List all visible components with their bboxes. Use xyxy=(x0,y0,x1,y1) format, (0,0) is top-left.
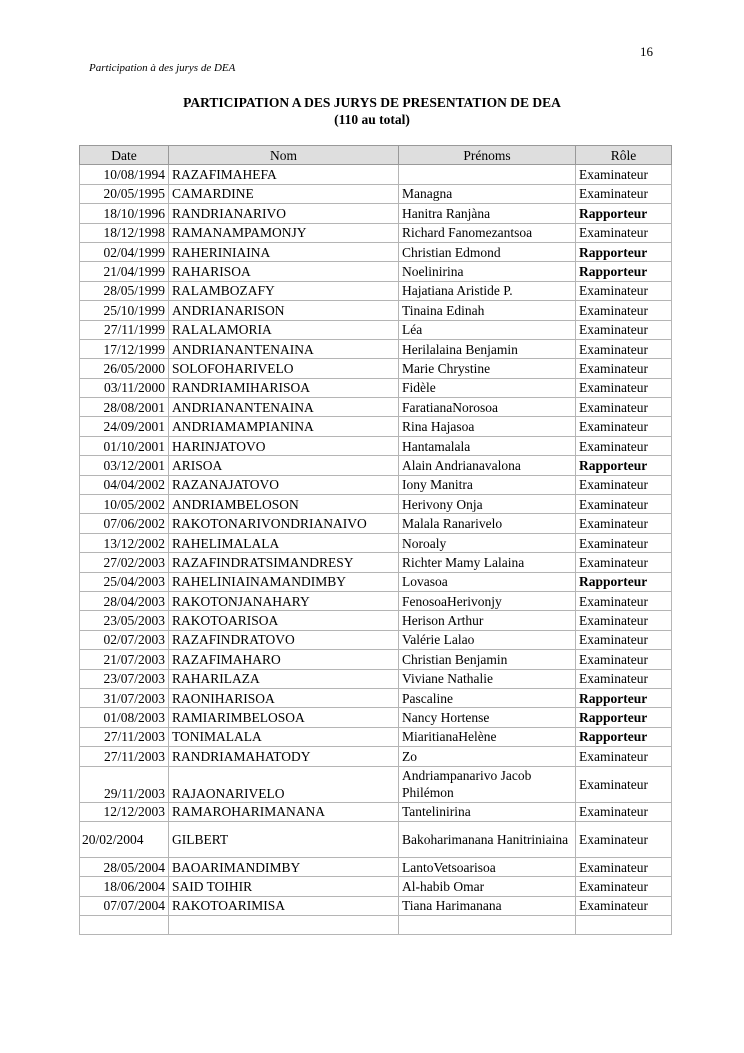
cell-nom: TONIMALALA xyxy=(169,727,399,746)
cell-prenoms: Marie Chrystine xyxy=(399,359,576,378)
cell-date: 10/05/2002 xyxy=(80,495,169,514)
table-header-row xyxy=(80,146,672,165)
table-row xyxy=(80,857,672,876)
cell-prenoms: Christian Benjamin xyxy=(399,650,576,669)
cell-prenoms xyxy=(399,916,576,935)
table-row xyxy=(80,475,672,494)
cell-role: Rapporteur xyxy=(576,727,672,746)
cell-date: 28/05/2004 xyxy=(80,857,169,876)
cell-prenoms: Viviane Nathalie xyxy=(399,669,576,688)
table-row xyxy=(80,896,672,915)
cell-prenoms: Lovasoa xyxy=(399,572,576,591)
cell-role: Examinateur xyxy=(576,223,672,242)
cell-prenoms: Iony Manitra xyxy=(399,475,576,494)
cell-prenoms: Tiana Harimanana xyxy=(399,896,576,915)
table-row xyxy=(80,611,672,630)
header-prenoms: Prénoms xyxy=(399,146,576,165)
cell-nom: HARINJATOVO xyxy=(169,436,399,455)
table-row xyxy=(80,301,672,320)
cell-prenoms: Tantelinirina xyxy=(399,802,576,821)
cell-role: Examinateur xyxy=(576,301,672,320)
cell-nom: RAMIARIMBELOSOA xyxy=(169,708,399,727)
table-row xyxy=(80,572,672,591)
cell-role: Examinateur xyxy=(576,436,672,455)
cell-nom: RAKOTOARISOA xyxy=(169,611,399,630)
cell-nom: RALAMBOZAFY xyxy=(169,281,399,300)
cell-nom: RAZAFIMAHARO xyxy=(169,650,399,669)
cell-nom: ANDRIAMAMPIANINA xyxy=(169,417,399,436)
table-row xyxy=(80,533,672,552)
cell-nom: RAHELINIAINAMANDIMBY xyxy=(169,572,399,591)
subtitle-line: (110 au total) xyxy=(334,112,410,127)
table-row xyxy=(80,650,672,669)
cell-date: 31/07/2003 xyxy=(80,688,169,707)
cell-prenoms: Fidèle xyxy=(399,378,576,397)
table-row xyxy=(80,184,672,203)
cell-prenoms: Hanitra Ranjàna xyxy=(399,204,576,223)
cell-nom: RAZAFIMAHEFA xyxy=(169,165,399,184)
table-row xyxy=(80,916,672,935)
cell-date: 28/04/2003 xyxy=(80,591,169,610)
cell-date: 21/04/1999 xyxy=(80,262,169,281)
cell-date: 07/06/2002 xyxy=(80,514,169,533)
cell-role: Examinateur xyxy=(576,320,672,339)
cell-role: Examinateur xyxy=(576,475,672,494)
cell-date: 28/05/1999 xyxy=(80,281,169,300)
cell-date: 02/04/1999 xyxy=(80,242,169,261)
cell-nom: RAZAFINDRATOVO xyxy=(169,630,399,649)
table-row xyxy=(80,378,672,397)
cell-prenoms: Noelinirina xyxy=(399,262,576,281)
cell-nom: ARISOA xyxy=(169,456,399,475)
jury-table xyxy=(79,145,672,935)
cell-prenoms: Tinaina Edinah xyxy=(399,301,576,320)
cell-prenoms: FaratianaNorosoa xyxy=(399,398,576,417)
cell-nom: BAOARIMANDIMBY xyxy=(169,857,399,876)
cell-prenoms: Bakoharimanana Hanitriniaina xyxy=(399,821,576,857)
cell-prenoms: Herison Arthur xyxy=(399,611,576,630)
header-date: Date xyxy=(80,146,169,165)
table-row xyxy=(80,727,672,746)
cell-prenoms: Léa xyxy=(399,320,576,339)
cell-role: Examinateur xyxy=(576,747,672,766)
table-body xyxy=(80,165,672,935)
cell-role: Examinateur xyxy=(576,165,672,184)
cell-date: 26/05/2000 xyxy=(80,359,169,378)
cell-nom: RALALAMORIA xyxy=(169,320,399,339)
cell-role: Rapporteur xyxy=(576,242,672,261)
cell-role: Examinateur xyxy=(576,630,672,649)
cell-prenoms: Noroaly xyxy=(399,533,576,552)
cell-prenoms: Pascaline xyxy=(399,688,576,707)
cell-nom xyxy=(169,916,399,935)
cell-date: 03/11/2000 xyxy=(80,378,169,397)
table-row xyxy=(80,802,672,821)
cell-date: 18/06/2004 xyxy=(80,877,169,896)
cell-role: Examinateur xyxy=(576,514,672,533)
cell-date: 20/02/2004 xyxy=(80,821,169,857)
cell-nom: RAMANAMPAMONJY xyxy=(169,223,399,242)
cell-nom: RAHARISOA xyxy=(169,262,399,281)
cell-role: Rapporteur xyxy=(576,688,672,707)
table-row xyxy=(80,204,672,223)
cell-date: 25/04/2003 xyxy=(80,572,169,591)
cell-role: Examinateur xyxy=(576,184,672,203)
cell-role: Examinateur xyxy=(576,281,672,300)
cell-nom: ANDRIANARISON xyxy=(169,301,399,320)
cell-nom: RANDRIANARIVO xyxy=(169,204,399,223)
cell-nom: RANDRIAMAHATODY xyxy=(169,747,399,766)
table-row xyxy=(80,514,672,533)
cell-role: Rapporteur xyxy=(576,572,672,591)
cell-role: Examinateur xyxy=(576,857,672,876)
table-row xyxy=(80,436,672,455)
cell-role: Examinateur xyxy=(576,896,672,915)
title-line: PARTICIPATION A DES JURYS DE PRESENTATION DE DEA xyxy=(183,95,561,110)
cell-nom: ANDRIANANTENAINA xyxy=(169,339,399,358)
cell-nom: RAHELIMALALA xyxy=(169,533,399,552)
cell-date: 04/04/2002 xyxy=(80,475,169,494)
cell-nom: RAZAFINDRATSIMANDRESY xyxy=(169,553,399,572)
running-header: Participation à des jurys de DEA xyxy=(89,62,236,74)
cell-nom: ANDRIAMBELOSON xyxy=(169,495,399,514)
cell-date: 23/07/2003 xyxy=(80,669,169,688)
cell-nom: RAZANAJATOVO xyxy=(169,475,399,494)
cell-prenoms: Hajatiana Aristide P. xyxy=(399,281,576,300)
cell-date: 29/11/2003 xyxy=(80,766,169,802)
cell-date: 02/07/2003 xyxy=(80,630,169,649)
cell-prenoms: Alain Andrianavalona xyxy=(399,456,576,475)
cell-role: Rapporteur xyxy=(576,262,672,281)
cell-role: Rapporteur xyxy=(576,456,672,475)
cell-role: Rapporteur xyxy=(576,708,672,727)
cell-prenoms: Managna xyxy=(399,184,576,203)
cell-prenoms: Nancy Hortense xyxy=(399,708,576,727)
cell-role: Examinateur xyxy=(576,495,672,514)
cell-nom: ANDRIANANTENAINA xyxy=(169,398,399,417)
cell-role: Examinateur xyxy=(576,821,672,857)
table-row xyxy=(80,398,672,417)
cell-prenoms: Richard Fanomezantsoa xyxy=(399,223,576,242)
cell-role: Examinateur xyxy=(576,766,672,802)
cell-prenoms: Valérie Lalao xyxy=(399,630,576,649)
cell-role: Examinateur xyxy=(576,378,672,397)
cell-prenoms: FenosoaHerivonjy xyxy=(399,591,576,610)
cell-role: Examinateur xyxy=(576,877,672,896)
table-row xyxy=(80,281,672,300)
table-row xyxy=(80,262,672,281)
table-row xyxy=(80,339,672,358)
cell-prenoms: Hantamalala xyxy=(399,436,576,455)
table-row xyxy=(80,766,672,802)
cell-prenoms xyxy=(399,165,576,184)
cell-nom: SOLOFOHARIVELO xyxy=(169,359,399,378)
table-row xyxy=(80,877,672,896)
cell-prenoms: Rina Hajasoa xyxy=(399,417,576,436)
cell-nom: RAJAONARIVELO xyxy=(169,766,399,802)
cell-role: Examinateur xyxy=(576,359,672,378)
cell-nom: RAKOTONJANAHARY xyxy=(169,591,399,610)
cell-nom: RAKOTOARIMISA xyxy=(169,896,399,915)
cell-date: 10/08/1994 xyxy=(80,165,169,184)
cell-nom: RAMAROHARIMANANA xyxy=(169,802,399,821)
cell-role: Examinateur xyxy=(576,591,672,610)
cell-prenoms: Andriampanarivo Jacob Philémon xyxy=(399,766,576,802)
table-row xyxy=(80,591,672,610)
cell-date: 18/12/1998 xyxy=(80,223,169,242)
cell-role: Examinateur xyxy=(576,650,672,669)
cell-prenoms: Herilalaina Benjamin xyxy=(399,339,576,358)
table-row xyxy=(80,747,672,766)
cell-date xyxy=(80,916,169,935)
cell-date: 07/07/2004 xyxy=(80,896,169,915)
page-number: 16 xyxy=(640,44,653,59)
table-row xyxy=(80,223,672,242)
document-title xyxy=(0,94,744,128)
cell-prenoms: Richter Mamy Lalaina xyxy=(399,553,576,572)
cell-prenoms: Christian Edmond xyxy=(399,242,576,261)
table-row xyxy=(80,165,672,184)
cell-date: 01/10/2001 xyxy=(80,436,169,455)
table-row xyxy=(80,821,672,857)
cell-role: Rapporteur xyxy=(576,204,672,223)
cell-prenoms: Al-habib Omar xyxy=(399,877,576,896)
table-row xyxy=(80,320,672,339)
table-row xyxy=(80,688,672,707)
cell-nom: RANDRIAMIHARISOA xyxy=(169,378,399,397)
cell-date: 12/12/2003 xyxy=(80,802,169,821)
cell-date: 13/12/2002 xyxy=(80,533,169,552)
cell-date: 18/10/1996 xyxy=(80,204,169,223)
table-row xyxy=(80,495,672,514)
cell-date: 25/10/1999 xyxy=(80,301,169,320)
cell-date: 21/07/2003 xyxy=(80,650,169,669)
cell-prenoms: Malala Ranarivelo xyxy=(399,514,576,533)
cell-nom: GILBERT xyxy=(169,821,399,857)
table-row xyxy=(80,553,672,572)
cell-nom: SAID TOIHIR xyxy=(169,877,399,896)
header-role: Rôle xyxy=(576,146,672,165)
cell-nom: RAONIHARISOA xyxy=(169,688,399,707)
cell-role: Examinateur xyxy=(576,802,672,821)
table-row xyxy=(80,630,672,649)
cell-date: 23/05/2003 xyxy=(80,611,169,630)
cell-date: 27/11/1999 xyxy=(80,320,169,339)
cell-nom: RAHERINIAINA xyxy=(169,242,399,261)
cell-role: Examinateur xyxy=(576,417,672,436)
cell-prenoms: LantoVetsoarisoa xyxy=(399,857,576,876)
cell-prenoms: Zo xyxy=(399,747,576,766)
table-row xyxy=(80,359,672,378)
cell-role: Examinateur xyxy=(576,533,672,552)
cell-date: 24/09/2001 xyxy=(80,417,169,436)
cell-nom: RAHARILAZA xyxy=(169,669,399,688)
cell-date: 27/11/2003 xyxy=(80,747,169,766)
cell-nom: CAMARDINE xyxy=(169,184,399,203)
header-nom: Nom xyxy=(169,146,399,165)
table-row xyxy=(80,708,672,727)
cell-date: 17/12/1999 xyxy=(80,339,169,358)
cell-role: Examinateur xyxy=(576,339,672,358)
cell-date: 28/08/2001 xyxy=(80,398,169,417)
cell-role: Examinateur xyxy=(576,553,672,572)
cell-role xyxy=(576,916,672,935)
cell-date: 27/02/2003 xyxy=(80,553,169,572)
cell-date: 01/08/2003 xyxy=(80,708,169,727)
cell-prenoms: MiaritianaHelène xyxy=(399,727,576,746)
cell-date: 20/05/1995 xyxy=(80,184,169,203)
table-row xyxy=(80,242,672,261)
cell-prenoms: Herivony Onja xyxy=(399,495,576,514)
cell-role: Examinateur xyxy=(576,611,672,630)
cell-nom: RAKOTONARIVONDRIANAIVO xyxy=(169,514,399,533)
cell-role: Examinateur xyxy=(576,669,672,688)
table-row xyxy=(80,456,672,475)
cell-role: Examinateur xyxy=(576,398,672,417)
table-row xyxy=(80,417,672,436)
cell-date: 27/11/2003 xyxy=(80,727,169,746)
cell-date: 03/12/2001 xyxy=(80,456,169,475)
table-row xyxy=(80,669,672,688)
